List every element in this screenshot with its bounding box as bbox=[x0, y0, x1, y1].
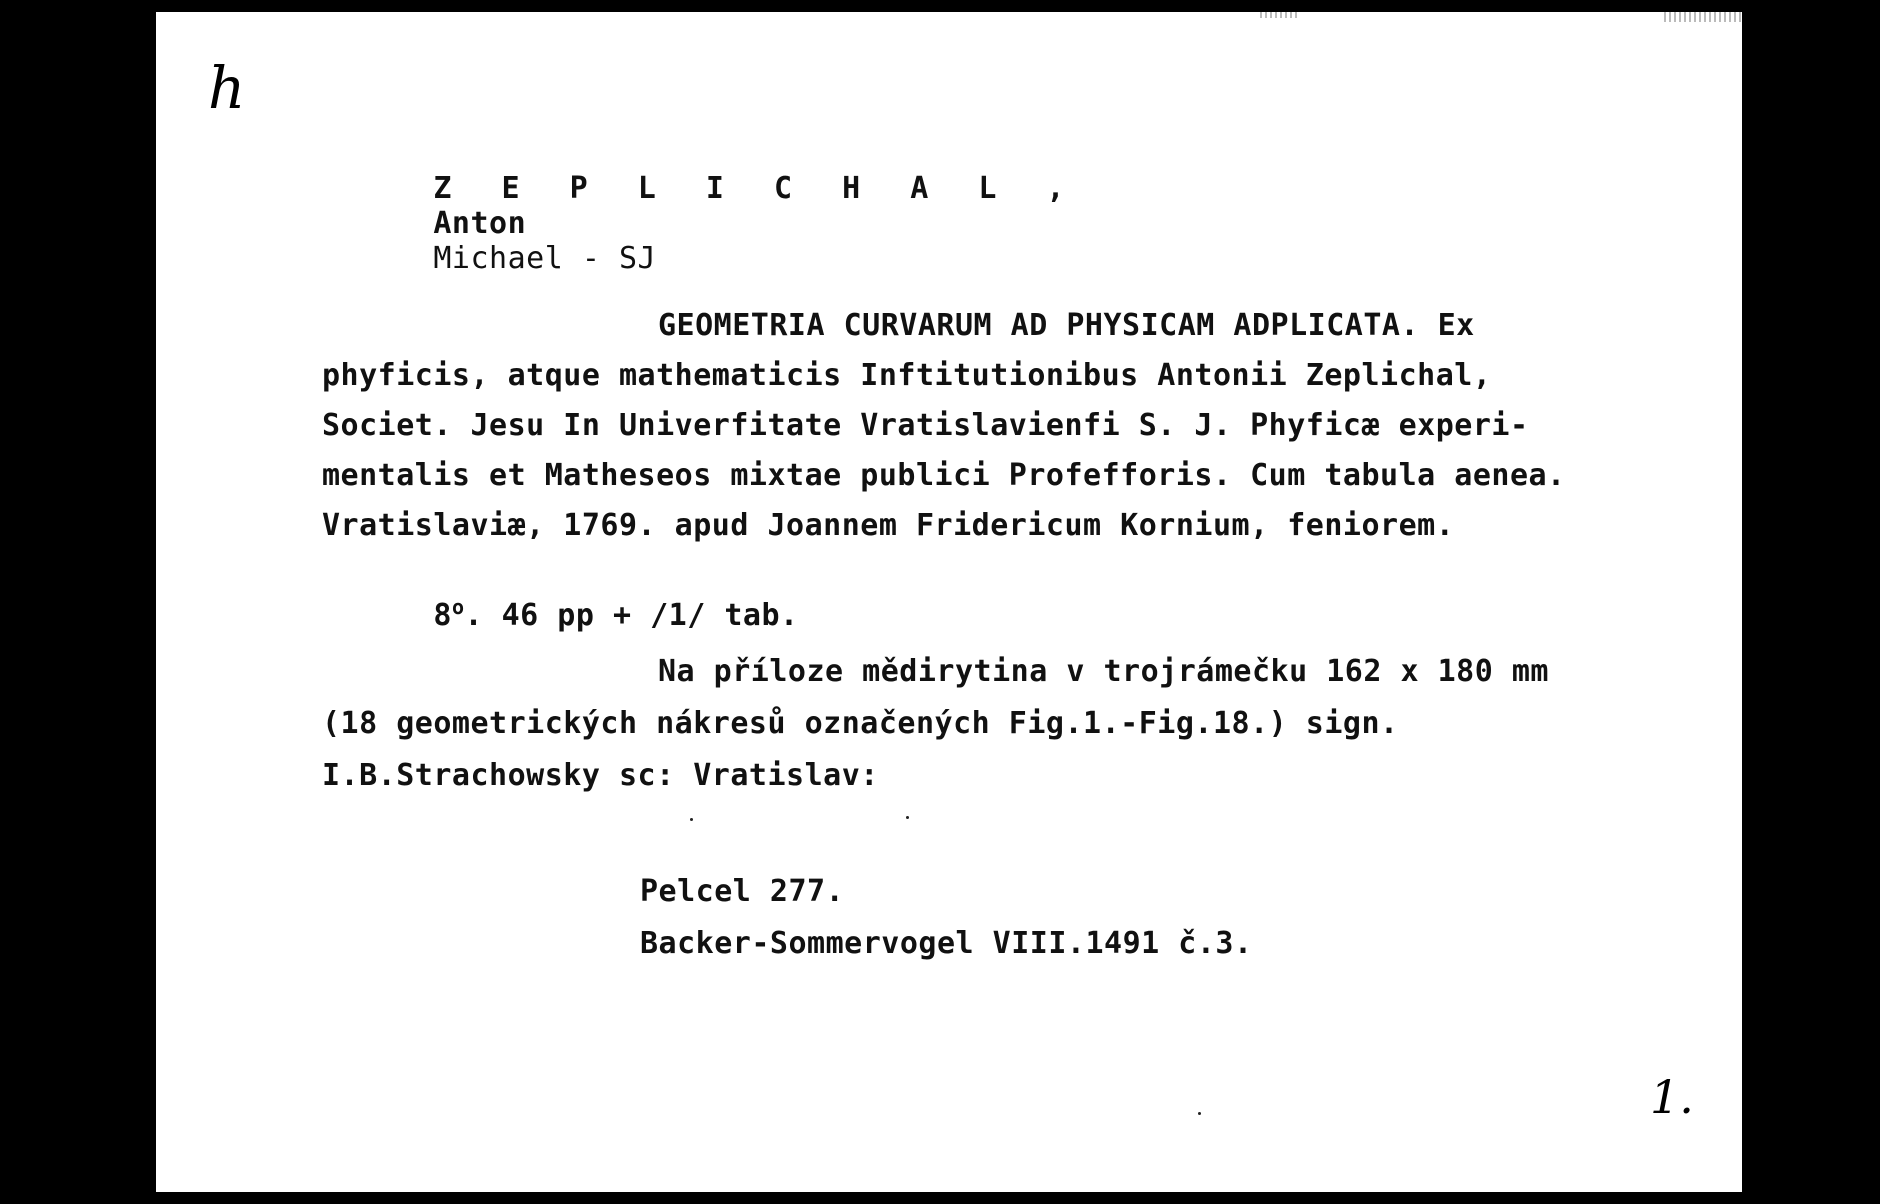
title-line: GEOMETRIA CURVARUM AD PHYSICAM ADPLICATA. Ex bbox=[658, 308, 1475, 343]
author-surname: Z E P L I C H A L , bbox=[433, 171, 1081, 206]
dust-speck bbox=[906, 816, 909, 819]
format-rest: . 46 pp + /1/ tab. bbox=[464, 598, 799, 633]
title-line: mentalis et Matheseos mixtae publici Profefforis. Cum tabula aenea. bbox=[322, 458, 1566, 493]
heading-line bbox=[322, 136, 1081, 311]
dust-speck bbox=[690, 818, 693, 821]
title-line: Vratislaviæ, 1769. apud Joannem Fridericum Kornium, feniorem. bbox=[322, 508, 1455, 543]
reference-line: Pelcel 277. bbox=[640, 874, 845, 909]
format-degree: o bbox=[451, 595, 465, 619]
note-line: Na příloze mědirytina v trojrámečku 162 x 180 mm bbox=[658, 654, 1549, 689]
scan-noise bbox=[1664, 12, 1742, 22]
note-line: I.B.Strachowsky sc: Vratislav: bbox=[322, 758, 879, 793]
scan-noise bbox=[1260, 12, 1300, 18]
title-line: Societ. Jesu In Univerfitate Vratislavienfi S. J. Phyficæ experi- bbox=[322, 408, 1529, 443]
reference-line: Backer-Sommervogel VIII.1491 č.3. bbox=[640, 926, 1253, 961]
corner-handwritten-mark: h bbox=[208, 54, 246, 122]
author-rest: Michael - SJ bbox=[433, 241, 657, 276]
title-line: phyficis, atque mathematicis Inftitutionibus Antonii Zeplichal, bbox=[322, 358, 1492, 393]
page-number: 1. bbox=[1650, 1070, 1694, 1124]
catalog-card bbox=[156, 12, 1742, 1192]
dust-speck bbox=[1198, 1112, 1201, 1115]
author-given-name: Anton bbox=[433, 206, 527, 241]
note-line: (18 geometrických nákresů označených Fig.1.-Fig.18.) sign. bbox=[322, 706, 1399, 741]
format-size: 8 bbox=[433, 598, 452, 633]
format-line bbox=[322, 560, 799, 668]
